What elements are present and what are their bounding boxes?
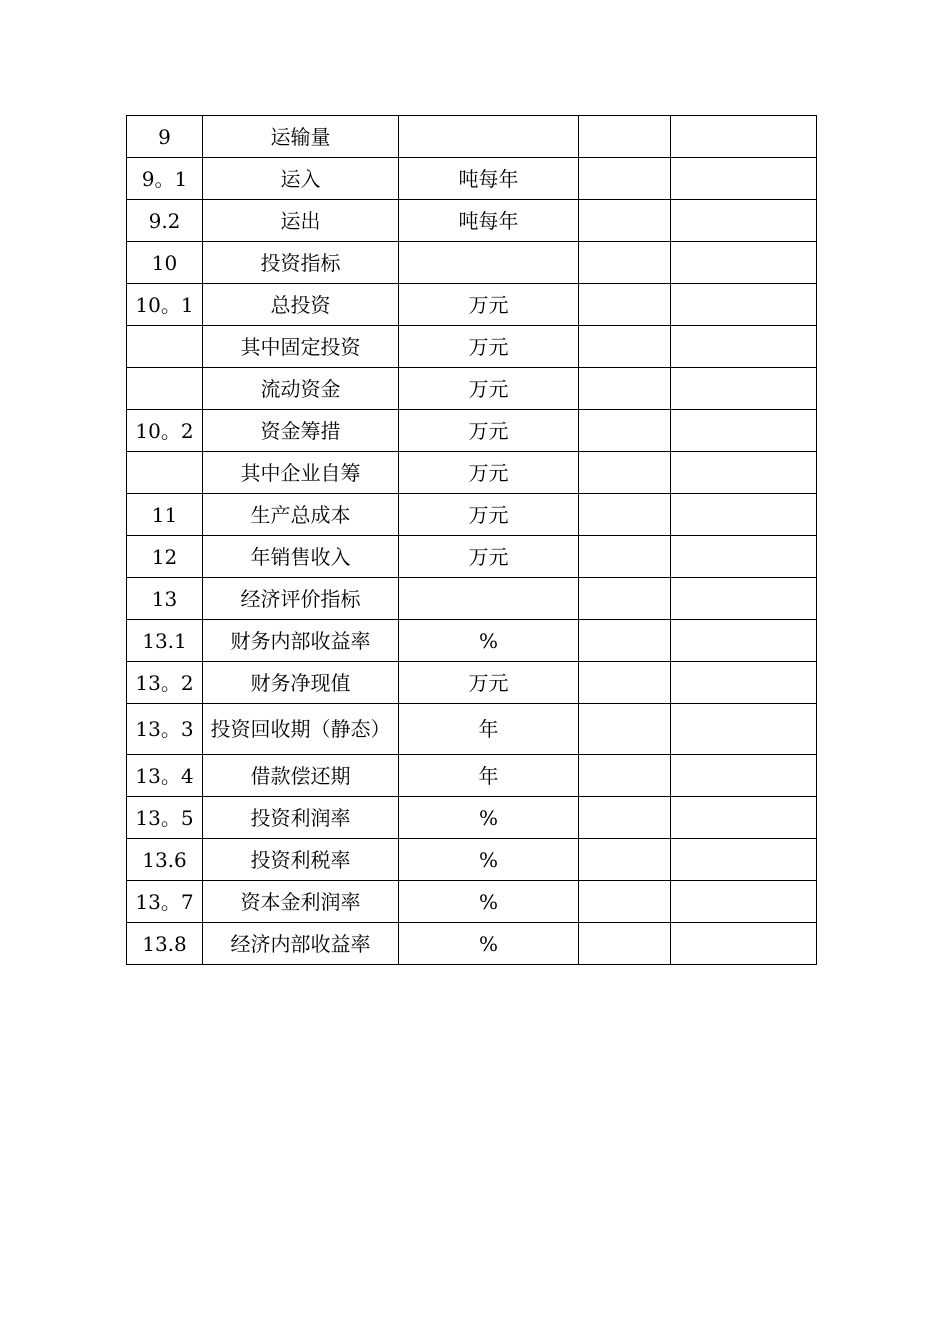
row-value-2	[671, 158, 817, 200]
row-item: 借款偿还期	[203, 755, 399, 797]
row-value-1	[579, 242, 671, 284]
row-value-1	[579, 704, 671, 755]
row-item: 资本金利润率	[203, 881, 399, 923]
row-number: 12	[127, 536, 203, 578]
row-value-1	[579, 536, 671, 578]
row-number	[127, 326, 203, 368]
row-value-1	[579, 368, 671, 410]
row-unit: 万元	[399, 662, 579, 704]
row-value-2	[671, 662, 817, 704]
row-unit: %	[399, 620, 579, 662]
table-row	[127, 923, 817, 965]
row-value-1	[579, 881, 671, 923]
row-number: 10	[127, 242, 203, 284]
row-value-2	[671, 797, 817, 839]
row-unit: %	[399, 839, 579, 881]
indicator-table	[126, 115, 817, 965]
row-value-2	[671, 452, 817, 494]
table-row	[127, 494, 817, 536]
table-row	[127, 410, 817, 452]
row-item: 经济评价指标	[203, 578, 399, 620]
row-item: 投资回收期（静态）	[203, 704, 399, 755]
row-item: 其中固定投资	[203, 326, 399, 368]
table-row	[127, 158, 817, 200]
row-number: 13。2	[127, 662, 203, 704]
row-value-1	[579, 755, 671, 797]
row-value-1	[579, 923, 671, 965]
row-value-2	[671, 116, 817, 158]
table-row	[127, 797, 817, 839]
table-row	[127, 881, 817, 923]
row-unit: 年	[399, 704, 579, 755]
table-row	[127, 536, 817, 578]
row-item: 生产总成本	[203, 494, 399, 536]
row-item: 流动资金	[203, 368, 399, 410]
row-unit: 万元	[399, 326, 579, 368]
row-unit: 万元	[399, 536, 579, 578]
row-item: 运输量	[203, 116, 399, 158]
row-value-1	[579, 662, 671, 704]
table-row	[127, 839, 817, 881]
row-unit: %	[399, 923, 579, 965]
row-value-2	[671, 200, 817, 242]
row-number: 13。5	[127, 797, 203, 839]
table-row	[127, 326, 817, 368]
row-value-1	[579, 200, 671, 242]
row-unit: %	[399, 797, 579, 839]
row-value-2	[671, 620, 817, 662]
row-unit: 万元	[399, 410, 579, 452]
row-value-2	[671, 536, 817, 578]
row-number: 13。4	[127, 755, 203, 797]
row-unit	[399, 242, 579, 284]
row-value-2	[671, 368, 817, 410]
row-number: 13。7	[127, 881, 203, 923]
row-number: 11	[127, 494, 203, 536]
row-value-1	[579, 116, 671, 158]
row-value-2	[671, 881, 817, 923]
row-value-2	[671, 326, 817, 368]
row-value-2	[671, 242, 817, 284]
row-number: 9	[127, 116, 203, 158]
row-value-1	[579, 410, 671, 452]
row-item: 财务净现值	[203, 662, 399, 704]
table-row	[127, 242, 817, 284]
row-value-2	[671, 578, 817, 620]
row-value-1	[579, 284, 671, 326]
row-value-2	[671, 410, 817, 452]
row-number: 10。1	[127, 284, 203, 326]
row-unit: 年	[399, 755, 579, 797]
row-value-2	[671, 923, 817, 965]
row-number: 13。3	[127, 704, 203, 755]
row-number	[127, 368, 203, 410]
row-number: 13.1	[127, 620, 203, 662]
row-value-2	[671, 284, 817, 326]
row-item: 资金筹措	[203, 410, 399, 452]
row-item: 财务内部收益率	[203, 620, 399, 662]
row-value-1	[579, 578, 671, 620]
row-item: 投资指标	[203, 242, 399, 284]
row-number: 13.8	[127, 923, 203, 965]
row-value-1	[579, 326, 671, 368]
row-item: 运入	[203, 158, 399, 200]
row-value-2	[671, 839, 817, 881]
row-item: 投资利税率	[203, 839, 399, 881]
table-row	[127, 620, 817, 662]
row-unit: 万元	[399, 284, 579, 326]
row-item: 投资利润率	[203, 797, 399, 839]
table-row	[127, 452, 817, 494]
row-number: 9.2	[127, 200, 203, 242]
table-row	[127, 200, 817, 242]
row-value-1	[579, 797, 671, 839]
row-unit: 万元	[399, 452, 579, 494]
table-row	[127, 662, 817, 704]
row-item: 其中企业自筹	[203, 452, 399, 494]
row-value-1	[579, 452, 671, 494]
row-value-2	[671, 755, 817, 797]
row-value-1	[579, 158, 671, 200]
row-item: 经济内部收益率	[203, 923, 399, 965]
row-unit	[399, 116, 579, 158]
row-unit: %	[399, 881, 579, 923]
table-row	[127, 578, 817, 620]
row-value-2	[671, 704, 817, 755]
row-unit: 万元	[399, 368, 579, 410]
row-number: 10。2	[127, 410, 203, 452]
row-item: 年销售收入	[203, 536, 399, 578]
table-row	[127, 116, 817, 158]
row-unit: 吨每年	[399, 158, 579, 200]
row-item: 总投资	[203, 284, 399, 326]
row-number: 9。1	[127, 158, 203, 200]
row-number: 13	[127, 578, 203, 620]
row-value-2	[671, 494, 817, 536]
row-unit: 万元	[399, 494, 579, 536]
row-number: 13.6	[127, 839, 203, 881]
table-row	[127, 368, 817, 410]
row-unit	[399, 578, 579, 620]
row-number	[127, 452, 203, 494]
row-value-1	[579, 620, 671, 662]
row-unit: 吨每年	[399, 200, 579, 242]
row-value-1	[579, 494, 671, 536]
row-value-1	[579, 839, 671, 881]
table-row	[127, 284, 817, 326]
row-item: 运出	[203, 200, 399, 242]
table-body	[127, 116, 817, 965]
table-row	[127, 704, 817, 755]
table-row	[127, 755, 817, 797]
